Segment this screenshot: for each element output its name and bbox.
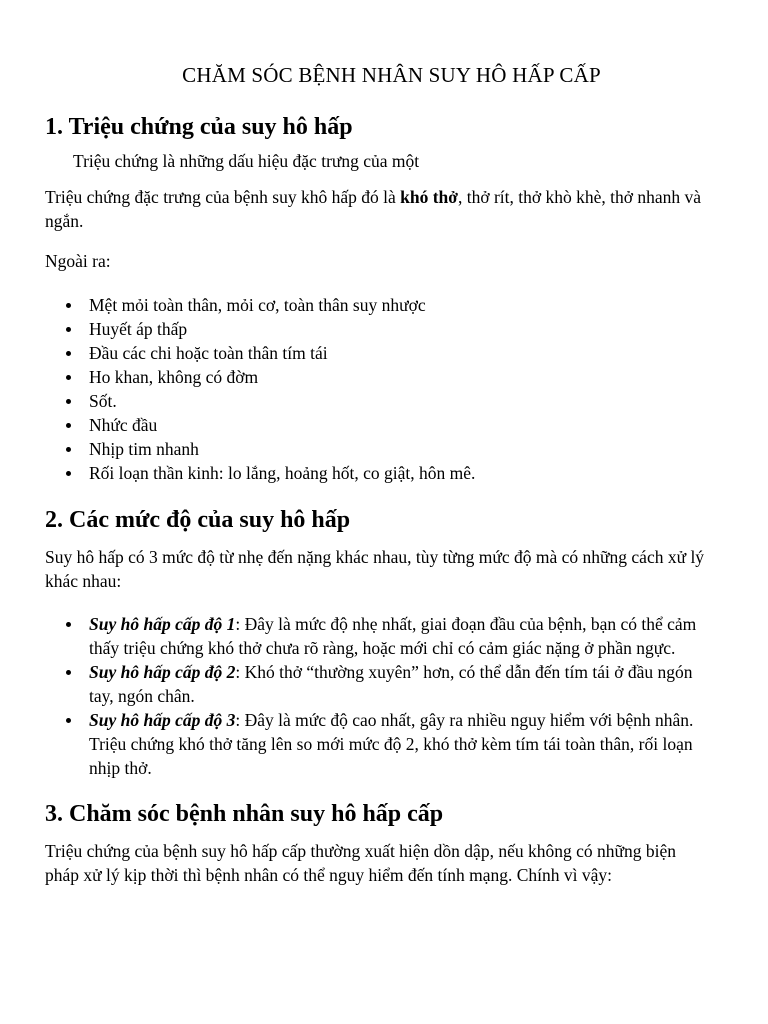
bullet-icon bbox=[66, 399, 71, 404]
list-item bbox=[45, 612, 708, 660]
symptom-text: Nhịp tim nhanh bbox=[89, 439, 199, 459]
bullet-icon bbox=[66, 327, 71, 332]
list-item bbox=[45, 389, 708, 413]
also-label: Ngoài ra: bbox=[45, 251, 111, 271]
document-title: CHĂM SÓC BỆNH NHÂN SUY HÔ HẤP CẤP bbox=[182, 63, 601, 87]
section-heading-symptoms: 1. Triệu chứng của suy hô hấp bbox=[45, 114, 353, 140]
care-intro: Triệu chứng của bệnh suy hô hấp cấp thường xuất hiện dồn dập, nếu không có những biện pháp xử lý kịp thời thì bệnh nhân có thể nguy hiểm đến tính mạng. Chính vì vậy: bbox=[45, 841, 676, 885]
symptom-text: Huyết áp thấp bbox=[89, 319, 188, 339]
list-item bbox=[45, 317, 708, 341]
symptoms-intro-line: Triệu chứng là những dấu hiệu đặc trưng của một bbox=[73, 151, 420, 171]
symptoms-paragraph bbox=[45, 185, 708, 233]
bullet-icon bbox=[66, 303, 71, 308]
levels-intro: Suy hô hấp có 3 mức độ từ nhẹ đến nặng khác nhau, tùy từng mức độ mà có những cách xử lý khác nhau: bbox=[45, 547, 705, 591]
level-description: : Khó thở “thường xuyên” hơn, có thể dẫn đến tím tái ở đầu ngón tay, ngón chân. bbox=[89, 662, 693, 706]
level-description: : Đây là mức độ cao nhất, gây ra nhiều nguy hiểm với bệnh nhân. Triệu chứng khó thở tăng lên so mới mức độ 2, khó thở kèm tím tái toàn thân, rối loạn nhịp thở. bbox=[89, 710, 694, 778]
list-item bbox=[45, 461, 708, 485]
symptoms-paragraph-part2: , thở rít, thở khò khè, thở nhanh và ngắn. bbox=[45, 187, 702, 231]
level-description: : Đây là mức độ nhẹ nhất, giai đoạn đầu của bệnh, bạn có thể cảm thấy triệu chứng khó thở chưa rõ ràng, hoặc mới chỉ có cảm giác nặng ở phần ngực. bbox=[89, 614, 697, 658]
bullet-icon bbox=[66, 375, 71, 380]
bullet-icon bbox=[66, 622, 71, 627]
level-name: Suy hô hấp cấp độ 2 bbox=[89, 662, 236, 682]
bullet-icon bbox=[66, 670, 71, 675]
symptom-text: Nhức đầu bbox=[89, 415, 158, 435]
levels-list bbox=[45, 612, 708, 780]
symptom-text: Rối loạn thần kinh: lo lắng, hoảng hốt, co giật, hôn mê. bbox=[89, 463, 476, 483]
symptom-list bbox=[45, 293, 708, 485]
section-heading-levels: 2. Các mức độ của suy hô hấp bbox=[45, 507, 351, 533]
list-item bbox=[45, 660, 708, 708]
symptom-text: Ho khan, không có đờm bbox=[89, 367, 259, 387]
symptom-text: Sốt. bbox=[89, 391, 117, 411]
bullet-icon bbox=[66, 423, 71, 428]
list-item bbox=[45, 413, 708, 437]
list-item bbox=[45, 341, 708, 365]
level-name: Suy hô hấp cấp độ 3 bbox=[89, 710, 236, 730]
symptoms-paragraph-bold: khó thở bbox=[400, 187, 458, 207]
bullet-icon bbox=[66, 447, 71, 452]
bullet-icon bbox=[66, 718, 71, 723]
list-item bbox=[45, 437, 708, 461]
bullet-icon bbox=[66, 471, 71, 476]
list-item bbox=[45, 708, 708, 780]
symptoms-paragraph-part1: Triệu chứng đặc trưng của bệnh suy khô hấp đó là bbox=[45, 187, 401, 207]
list-item bbox=[45, 293, 708, 317]
list-item bbox=[45, 365, 708, 389]
section-heading-care: 3. Chăm sóc bệnh nhân suy hô hấp cấp bbox=[45, 801, 444, 827]
bullet-icon bbox=[66, 351, 71, 356]
symptom-text: Đầu các chi hoặc toàn thân tím tái bbox=[89, 343, 328, 363]
level-name: Suy hô hấp cấp độ 1 bbox=[89, 614, 236, 634]
symptom-text: Mệt mỏi toàn thân, mỏi cơ, toàn thân suy nhược bbox=[89, 295, 426, 315]
